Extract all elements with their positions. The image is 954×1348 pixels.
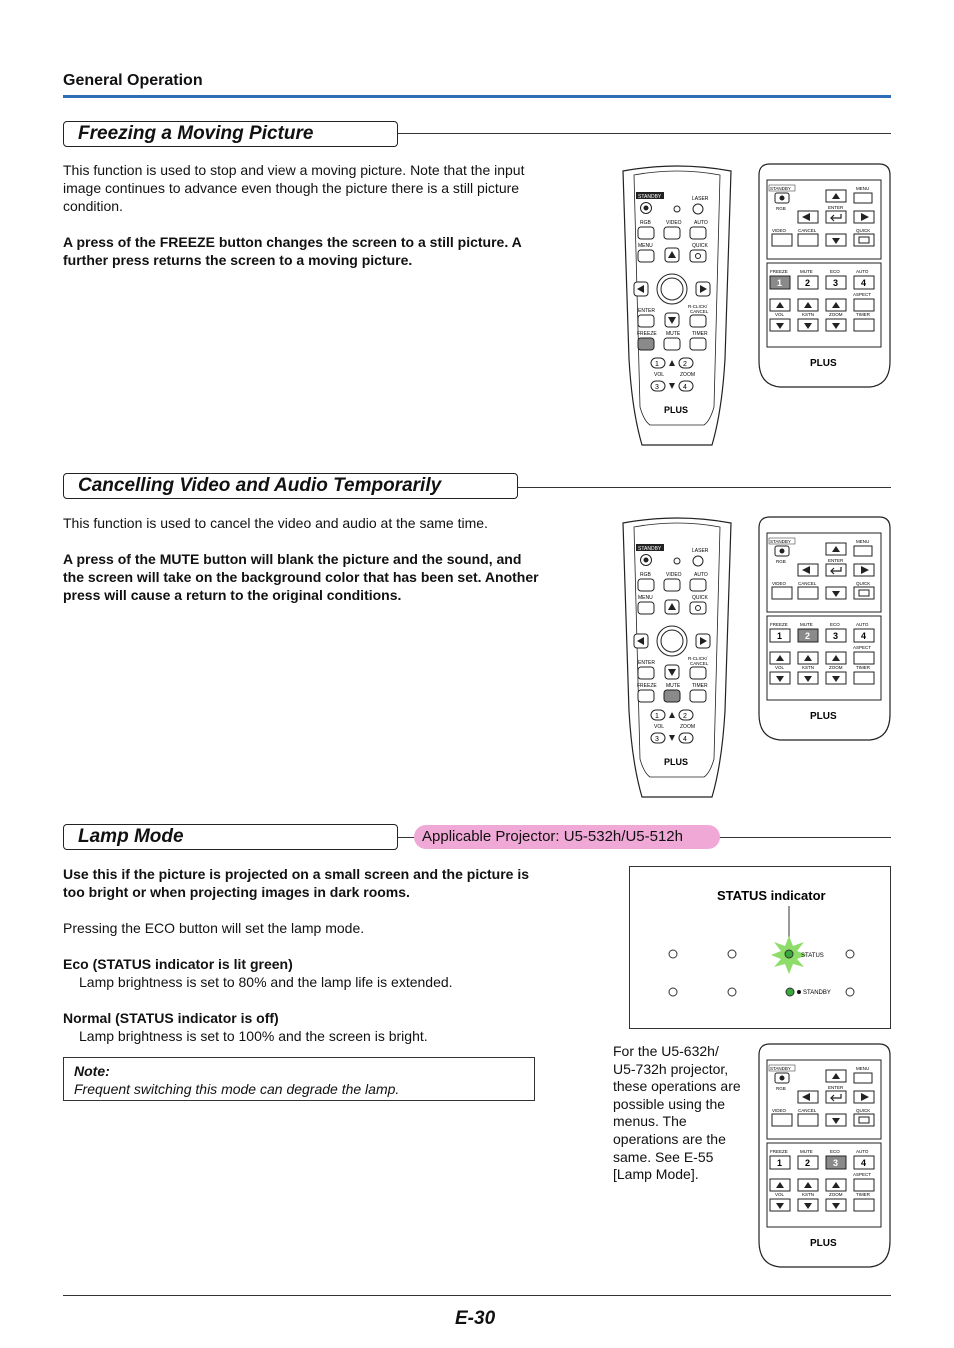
svg-text:QUICK: QUICK — [692, 595, 708, 601]
indicator-led — [669, 988, 677, 996]
svg-text:CANCEL: CANCEL — [798, 581, 817, 586]
svg-text:PLUS: PLUS — [664, 757, 689, 767]
svg-text:ENTER: ENTER — [828, 205, 844, 210]
standby-label: STANDBY — [803, 990, 831, 996]
svg-text:ENTER: ENTER — [638, 660, 655, 666]
svg-text:QUICK: QUICK — [692, 243, 708, 249]
svg-text:3: 3 — [655, 384, 659, 391]
svg-text:TIMER: TIMER — [856, 665, 870, 670]
indicator-led — [728, 950, 736, 958]
svg-text:FREEZE: FREEZE — [637, 683, 657, 689]
svg-text:STANDBY: STANDBY — [770, 1066, 791, 1071]
svg-text:FREEZE: FREEZE — [637, 331, 657, 337]
section-rule — [398, 133, 891, 134]
svg-text:ZOOM: ZOOM — [829, 312, 843, 317]
svg-text:4: 4 — [861, 278, 867, 288]
svg-text:VIDEO: VIDEO — [666, 572, 682, 578]
page-header — [63, 72, 891, 98]
svg-text:1: 1 — [777, 1158, 783, 1168]
eco-heading: Eco (STATUS indicator is lit green) — [63, 956, 293, 972]
svg-text:MUTE: MUTE — [666, 683, 681, 689]
svg-text:ASPECT: ASPECT — [853, 1172, 872, 1177]
svg-text:ECO: ECO — [830, 1149, 840, 1154]
svg-text:PLUS: PLUS — [810, 1238, 837, 1249]
svg-text:RGB: RGB — [640, 572, 651, 578]
svg-text:QUICK: QUICK — [856, 581, 871, 586]
svg-text:RGB: RGB — [776, 206, 786, 211]
svg-text:VIDEO: VIDEO — [666, 220, 682, 226]
remote-card-eco — [758, 1043, 891, 1275]
svg-text:ENTER: ENTER — [828, 1085, 844, 1090]
remote-card-illustration — [758, 516, 891, 743]
svg-text:KSTN: KSTN — [802, 665, 815, 670]
svg-text:MUTE: MUTE — [800, 269, 813, 274]
svg-text:STANDBY: STANDBY — [638, 546, 662, 552]
eco-text: Lamp brightness is set to 80% and the lamp life is extended. — [79, 974, 453, 990]
note-box — [63, 1057, 535, 1101]
svg-text:VOL: VOL — [654, 372, 665, 378]
svg-text:4: 4 — [683, 384, 687, 391]
indicator-led — [846, 950, 854, 958]
svg-text:ZOOM: ZOOM — [680, 724, 695, 730]
remote-control-illustration — [620, 515, 734, 799]
svg-text:TIMER: TIMER — [692, 331, 708, 337]
indicator-led — [728, 988, 736, 996]
svg-text:ZOOM: ZOOM — [680, 372, 695, 378]
svg-text:2: 2 — [805, 1158, 811, 1168]
svg-text:FREEZE: FREEZE — [770, 269, 788, 274]
svg-text:1: 1 — [777, 631, 783, 641]
svg-text:MUTE: MUTE — [800, 1149, 813, 1154]
svg-text:2: 2 — [683, 713, 687, 720]
svg-text:4: 4 — [861, 1158, 867, 1168]
remote-card-freeze — [758, 163, 891, 395]
svg-text:ECO: ECO — [830, 269, 840, 274]
status-led — [785, 950, 793, 958]
applicable-projector-badge: Applicable Projector: U5-532h/U5-512h — [414, 825, 720, 849]
svg-text:STANDBY: STANDBY — [770, 539, 791, 544]
mute-paragraph-2: A press of the MUTE button will blank the picture and the sound, and the screen will take on the background color that has been set. Another press will cause a return to the original conditions. — [63, 551, 539, 603]
svg-text:3: 3 — [833, 1158, 839, 1168]
remote-control-freeze — [620, 163, 734, 452]
svg-text:VIDEO: VIDEO — [772, 228, 787, 233]
svg-text:RGB: RGB — [776, 559, 786, 564]
svg-text:MUTE: MUTE — [666, 331, 681, 337]
svg-text:VIDEO: VIDEO — [772, 1108, 787, 1113]
svg-text:PLUS: PLUS — [664, 405, 689, 415]
normal-text: Lamp brightness is set to 100% and the screen is bright. — [79, 1028, 428, 1044]
lamp-paragraph-2: Pressing the ECO button will set the lamp mode. — [63, 920, 365, 936]
note-label: Note: — [74, 1063, 110, 1079]
svg-text:RGB: RGB — [776, 1086, 786, 1091]
note-text: Frequent switching this mode can degrade the lamp. — [74, 1081, 400, 1097]
svg-text:MENU: MENU — [856, 539, 870, 544]
svg-text:QUICK: QUICK — [856, 228, 871, 233]
svg-text:CANCEL: CANCEL — [690, 661, 709, 666]
svg-text:1: 1 — [655, 361, 659, 368]
svg-text:2: 2 — [805, 631, 811, 641]
svg-text:3: 3 — [655, 736, 659, 743]
section-title-freeze: Freezing a Moving Picture — [63, 121, 398, 147]
remote-card-illustration — [758, 1043, 891, 1270]
svg-text:2: 2 — [683, 361, 687, 368]
svg-text:STANDBY: STANDBY — [638, 194, 662, 200]
svg-text:VOL: VOL — [775, 665, 785, 670]
freeze-paragraph-2: A press of the FREEZE button changes the screen to a still picture. A further press returns the screen to a moving picture. — [63, 234, 522, 268]
svg-text:VOL: VOL — [775, 312, 785, 317]
svg-text:PLUS: PLUS — [810, 358, 837, 369]
svg-text:LASER: LASER — [692, 548, 709, 554]
svg-text:STANDBY: STANDBY — [770, 186, 791, 191]
svg-text:AUTO: AUTO — [856, 269, 869, 274]
svg-text:MUTE: MUTE — [800, 622, 813, 627]
section-title-mute: Cancelling Video and Audio Temporarily — [63, 473, 518, 499]
status-caption: STATUS indicator — [717, 888, 826, 903]
footer-rule — [63, 1295, 891, 1296]
freeze-body — [63, 161, 539, 287]
svg-text:RGB: RGB — [640, 220, 651, 226]
normal-heading: Normal (STATUS indicator is off) — [63, 1010, 279, 1026]
svg-text:LASER: LASER — [692, 196, 709, 202]
side-note: For the U5-632h/ U5-732h projector, these operations are possible using the menus. The operations are the same. See E-55 [Lamp Mode]. — [613, 1043, 741, 1183]
lamp-body — [63, 865, 539, 1063]
indicator-led — [846, 988, 854, 996]
svg-text:ASPECT: ASPECT — [853, 645, 872, 650]
svg-text:PLUS: PLUS — [810, 711, 837, 722]
svg-text:4: 4 — [861, 631, 867, 641]
section-rule — [518, 487, 891, 488]
svg-text:VOL: VOL — [654, 724, 665, 730]
remote-card-illustration — [758, 163, 891, 390]
svg-text:1: 1 — [655, 713, 659, 720]
remote-control-illustration — [620, 163, 734, 447]
svg-text:3: 3 — [833, 278, 839, 288]
svg-text:4: 4 — [683, 736, 687, 743]
svg-text:FREEZE: FREEZE — [770, 1149, 788, 1154]
section-title-lamp: Lamp Mode — [63, 824, 398, 850]
remote-control-mute — [620, 515, 734, 804]
svg-text:VIDEO: VIDEO — [772, 581, 787, 586]
svg-text:MENU: MENU — [856, 1066, 870, 1071]
svg-text:KSTN: KSTN — [802, 312, 815, 317]
page-number: E-30 — [455, 1308, 496, 1329]
svg-text:AUTO: AUTO — [856, 1149, 869, 1154]
svg-text:ECO: ECO — [830, 622, 840, 627]
mute-body — [63, 514, 539, 622]
svg-text:TIMER: TIMER — [692, 683, 708, 689]
freeze-paragraph-1: This function is used to stop and view a moving picture. Note that the input image continues to advance even though the picture there is a still picture condition. — [63, 162, 525, 214]
svg-text:ASPECT: ASPECT — [853, 292, 872, 297]
svg-text:ZOOM: ZOOM — [829, 665, 843, 670]
status-indicator-panel — [629, 866, 891, 1029]
svg-text:MENU: MENU — [638, 243, 653, 249]
svg-text:FREEZE: FREEZE — [770, 622, 788, 627]
svg-text:R-CLICK/: R-CLICK/ — [688, 304, 708, 309]
svg-text:AUTO: AUTO — [694, 220, 708, 226]
remote-card-mute — [758, 516, 891, 748]
svg-text:MENU: MENU — [638, 595, 653, 601]
svg-text:CANCEL: CANCEL — [690, 309, 709, 314]
svg-text:ENTER: ENTER — [828, 558, 844, 563]
svg-text:TIMER: TIMER — [856, 312, 870, 317]
svg-text:CANCEL: CANCEL — [798, 228, 817, 233]
standby-led — [786, 988, 794, 996]
svg-text:3: 3 — [833, 631, 839, 641]
svg-text:QUICK: QUICK — [856, 1108, 871, 1113]
indicator-led — [669, 950, 677, 958]
status-label: STATUS — [801, 953, 824, 959]
svg-text:AUTO: AUTO — [856, 622, 869, 627]
svg-text:KSTN: KSTN — [802, 1192, 815, 1197]
lamp-paragraph-1: Use this if the picture is projected on a small screen and the picture is too bright or when projecting images in dark rooms. — [63, 866, 530, 900]
svg-text:2: 2 — [805, 278, 811, 288]
svg-text:AUTO: AUTO — [694, 572, 708, 578]
svg-text:1: 1 — [777, 278, 783, 288]
header-title: General Operation — [63, 72, 203, 89]
svg-text:ENTER: ENTER — [638, 308, 655, 314]
svg-text:TIMER: TIMER — [856, 1192, 870, 1197]
mute-paragraph-1: This function is used to cancel the video and audio at the same time. — [63, 515, 488, 531]
svg-text:ZOOM: ZOOM — [829, 1192, 843, 1197]
svg-text:MENU: MENU — [856, 186, 870, 191]
svg-text:R-CLICK/: R-CLICK/ — [688, 656, 708, 661]
svg-text:VOL: VOL — [775, 1192, 785, 1197]
svg-text:CANCEL: CANCEL — [798, 1108, 817, 1113]
